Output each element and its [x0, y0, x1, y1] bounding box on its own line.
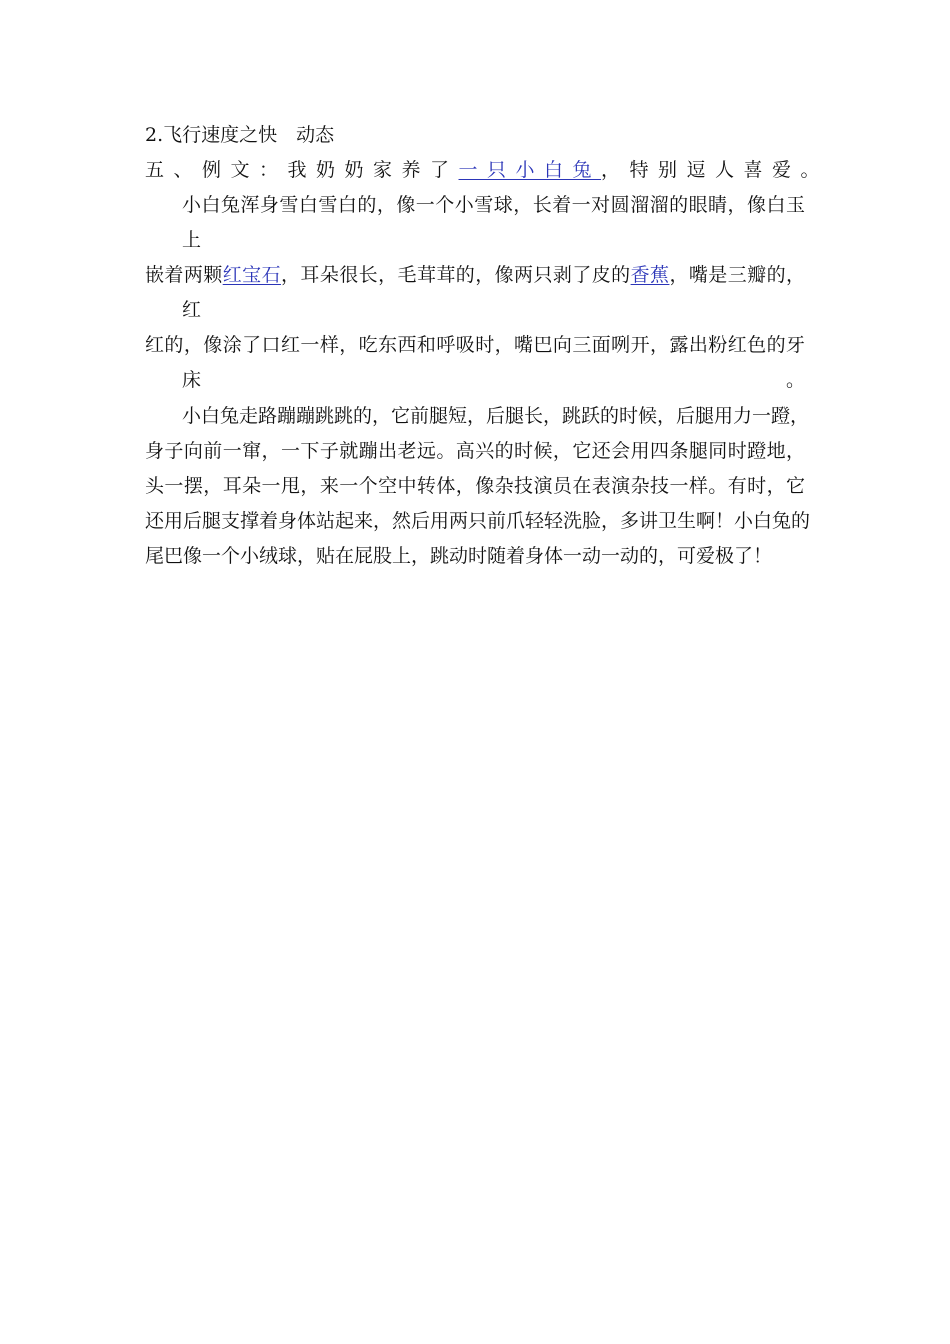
- paragraph-2-text-1: 小白兔走路蹦蹦跳跳的，它前腿短，后腿长，跳跃的时候，后腿用力一蹬，: [182, 405, 810, 427]
- example-intro-text: 五、例文：我奶奶家养了: [145, 159, 459, 181]
- section-heading: [145, 123, 334, 147]
- paragraph-2-line-5: [145, 544, 772, 568]
- paragraph-2-line-3: [145, 474, 805, 498]
- example-intro-line: [145, 158, 829, 182]
- paragraph-1-text-3: 红的，像涂了口红一样，吃东西和呼吸时，嘴巴向三面咧开，露出粉红色的牙: [145, 334, 805, 356]
- ruby-link[interactable]: 红宝石: [222, 264, 281, 286]
- paragraph-1-wrap-text-1: 上: [182, 229, 202, 251]
- paragraph-2-text-4: 还用后腿支撑着身体站起来，然后用两只前爪轻轻洗脸，多讲卫生啊！小白兔的: [145, 510, 811, 532]
- heading-text: 2.飞行速度之快 动态: [145, 124, 335, 146]
- banana-link[interactable]: 香蕉: [630, 264, 670, 286]
- paragraph-2-line-2: [145, 439, 805, 463]
- paragraph-1-line-3: [145, 333, 805, 357]
- paragraph-1-line-1: [182, 193, 805, 217]
- paragraph-1-end-mark: 。: [786, 369, 806, 391]
- paragraph-2-text-3: 头一摆，耳朵一甩，来一个空中转体，像杂技演员在表演杂技一样。有时，它: [145, 475, 805, 497]
- paragraph-1-wrap-1: [182, 228, 201, 252]
- paragraph-1-wrap-2: [182, 298, 201, 322]
- paragraph-2-line-4: [145, 509, 811, 533]
- paragraph-1-text-2c: ，嘴是三瓣的，: [669, 264, 805, 286]
- paragraph-1-wrap-text-3: 床: [182, 369, 202, 391]
- paragraph-1-wrap-3: [182, 368, 201, 392]
- paragraph-1-text-2b: ，耳朵很长，毛茸茸的，像两只剥了皮的: [280, 264, 631, 286]
- rabbit-link[interactable]: 一只小白兔: [458, 159, 602, 181]
- paragraph-1-wrap-text-2: 红: [182, 299, 202, 321]
- paragraph-1-text-1: 小白兔浑身雪白雪白的，像一个小雪球，长着一对圆溜溜的眼睛，像白玉: [182, 194, 805, 216]
- paragraph-2-text-2: 身子向前一窜，一下子就蹦出老远。高兴的时候，它还会用四条腿同时蹬地，: [145, 440, 805, 462]
- paragraph-2-line-1: [182, 404, 810, 428]
- example-intro-tail: ，特别逗人喜爱。: [601, 159, 830, 181]
- paragraph-1-text-2a: 嵌着两颗: [145, 264, 223, 286]
- paragraph-2-text-5: 尾巴像一个小绒球，贴在屁股上，跳动时随着身体一动一动的，可爱极了！: [145, 545, 773, 567]
- paragraph-1-wrap-end: [786, 368, 805, 392]
- paragraph-1-line-2: [145, 263, 805, 287]
